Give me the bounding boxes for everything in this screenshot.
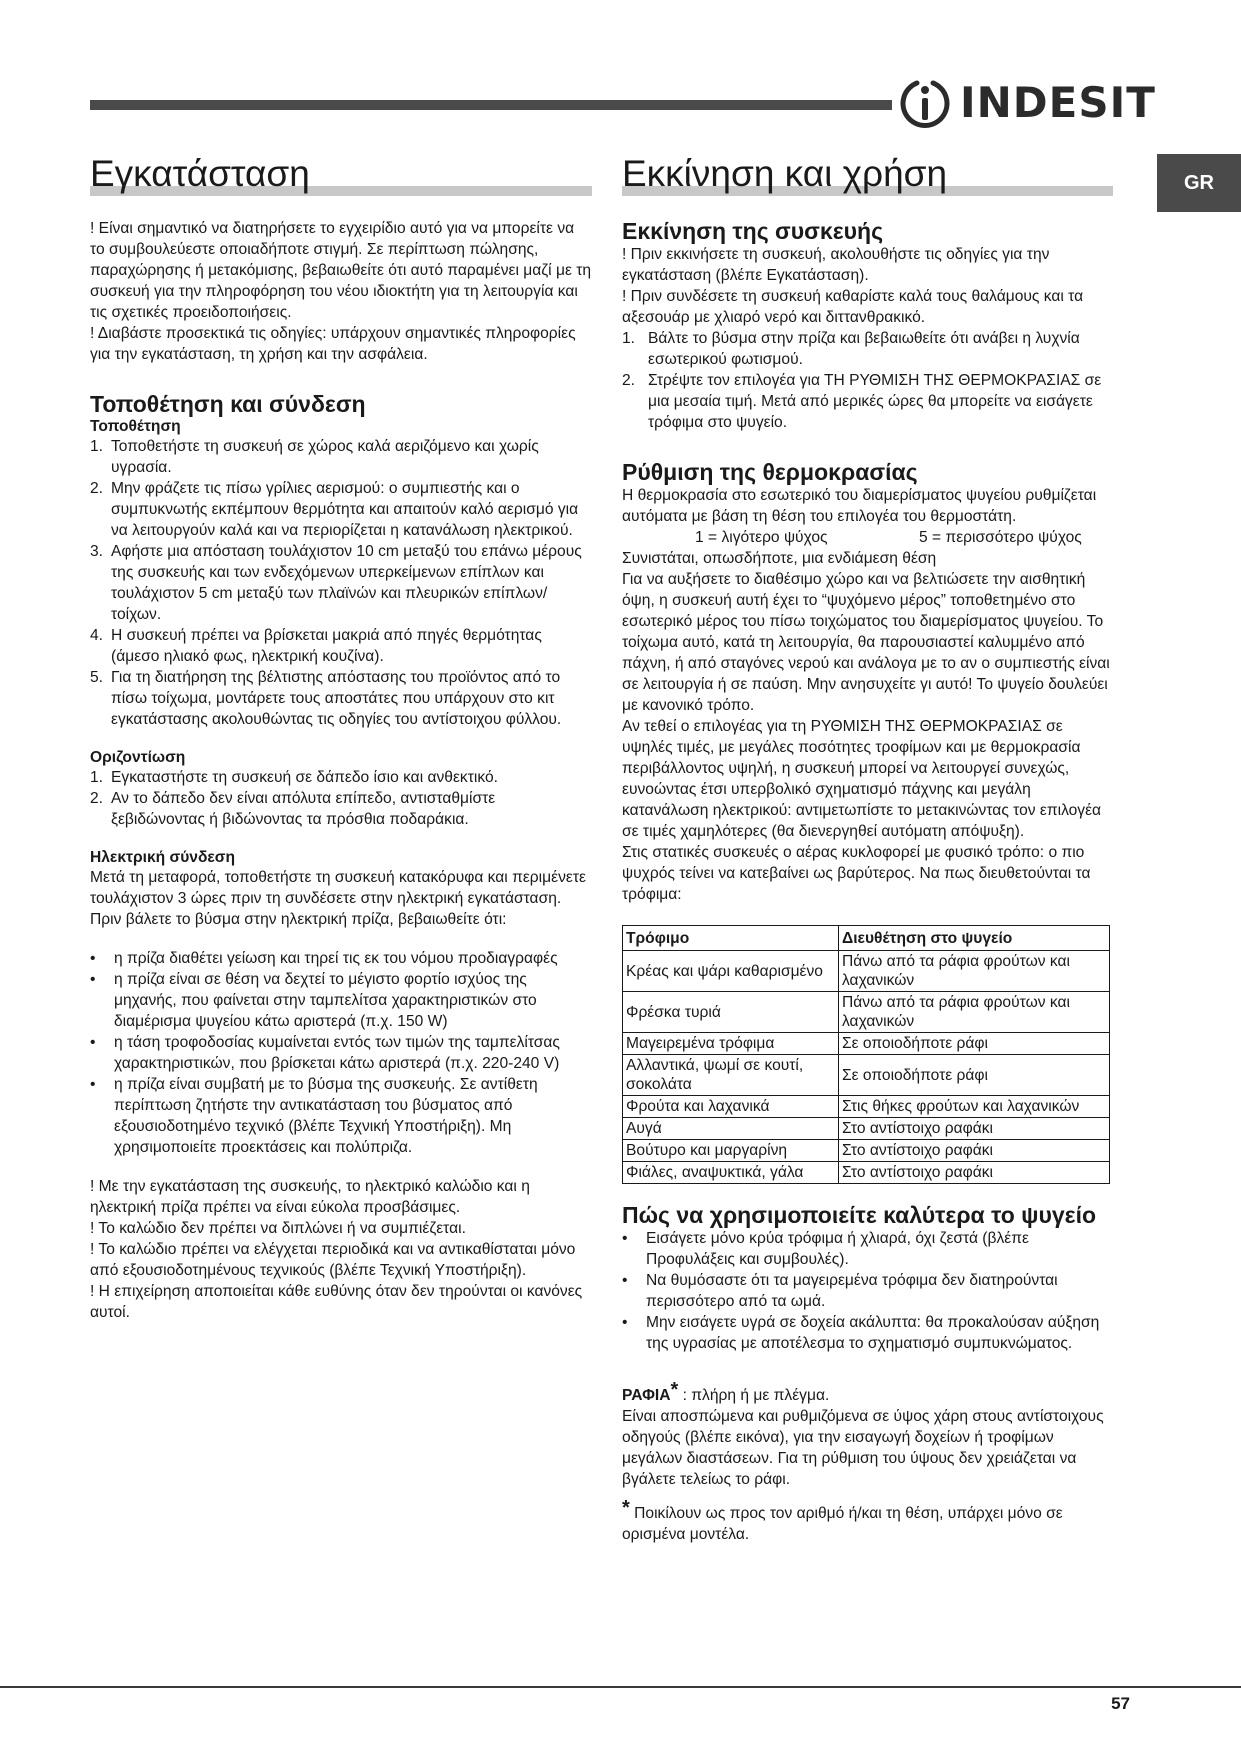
list-item: • η πρίζα διαθέτει γείωση και τηρεί τις εκ του νόμου προδιαγραφές — [90, 950, 558, 967]
table-row — [623, 1096, 1110, 1118]
list-item: 1. Βάλτε το βύσμα στην πρίζα και βεβαιωθείτε ότι ανάβει η λυχνία εσωτερικού φωτισμού. — [622, 330, 1080, 368]
table-cell: Αλλαντικά, ψωμί σε κουτί, σοκολάτα — [623, 1055, 839, 1096]
intro-paragraph: ! Διαβάστε προσεκτικά τις οδηγίες: υπάρχουν σημαντικές πληροφορίες για την εγκατάσταση, τη χρήση και την ασφάλεια. — [90, 325, 576, 363]
table-row — [623, 1140, 1110, 1162]
shelves-label-line — [622, 1380, 1113, 1406]
list-item: • η πρίζα είναι σε θέση να δεχτεί το μέγιστο φορτίο ισχύος της μηχανής, που φαίνεται στην ταμπελίτσα χαρακτηριστικών στο διαμέρισμα ψυγείου κάτω αριστερά (π.χ. 150 W) — [90, 971, 537, 1030]
intro-paragraph: ! Είναι σημαντικό να διατηρήσετε το εγχειρίδιο αυτό για να μπορείτε να το συμβουλεύεστε οποιαδήποτε στιγμή. Σε περίπτωση πώλησης, παραχώρησης ή μετακόμισης, βεβαιωθείτε ότι αυτό παραμένει μαζί με τη συσκευή για την πληροφόρηση του νέου ιδιοκτήτη για τη λειτουργία και τις σχετικές προειδοποιήσεις. — [90, 220, 592, 321]
table-cell: Στο αντίστοιχο ραφάκι — [839, 1140, 1110, 1162]
list-item: 1. Τοποθετήστε τη συσκευή σε χώρος καλά αεριζόμενο και χωρίς υγρασία. — [90, 438, 539, 476]
list-item: 3. Αφήστε μια απόσταση τουλάχιστον 10 cm μεταξύ του επάνω μέρους της συσκευής και των ενδεχόμενων υπερκείμενων επίπλων και τουλάχιστον 5 cm μεταξύ των πλαϊνών και πλευρικών επίπλων/τοίχων. — [90, 543, 582, 623]
table-cell: Σε οποιοδήποτε ράφι — [839, 1055, 1110, 1096]
shelves-label: ΡΑΦΙΑ — [622, 1387, 671, 1404]
temperature-paragraph: Για να αυξήσετε το διαθέσιμο χώρο και να βελτιώσετε την αισθητική όψη, η συσκευή αυτή έχει το “ψυχόμενο μέρος” τοποθετημένο στο εσωτερικό μέρος του πίσω τοιχώματος του διαμερίσματος ψυγείου. Το τοίχωμα αυτό, κατά τη λειτουργία, θα παρουσιαστεί καλυμμένο από πάχνη, ή από σταγόνες νερού και ανάλογα με το αν ο συμπιεστής είναι σε λειτουργία ή σε παύση. Μην ανησυχείτε γι αυτό! Το ψυγείο δουλεύει με κανονικό τρόπο. — [622, 571, 1110, 714]
table-cell: Αυγά — [623, 1118, 839, 1140]
warning-note: ! Με την εγκατάσταση της συσκευής, το ηλεκτρικό καλώδιο και η ηλεκτρική πρίζα πρέπει να είναι εύκολα προσβάσιμες. — [90, 1178, 530, 1216]
table-cell: Μαγειρεμένα τρόφιμα — [623, 1033, 839, 1055]
table-cell: Κρέας και ψάρι καθαρισμένο — [623, 951, 839, 992]
table-row — [623, 951, 1110, 992]
shelves-paragraph: Είναι αποσπώμενα και ρυθμιζόμενα σε ύψος χάρη στους αντίστοιχους οδηγούς (βλέπε εικόνα), για την εισαγωγή δοχείων ή τροφίμων μεγάλων διαστάσεων. Για τη ρύθμιση του ύψους δεν χρειάζεται να βγάλετε τελείως το ράφι. — [622, 1408, 1104, 1488]
placement-subheading: Τοποθέτηση — [90, 418, 181, 435]
table-cell: Πάνω από τα ράφια φρούτων και λαχανικών — [839, 951, 1110, 992]
temperature-paragraph: Συνιστάται, οπωσδήποτε, μια ενδιάμεση θέση — [622, 550, 937, 567]
table-cell: Φιάλες, αναψυκτικά, γάλα — [623, 1162, 839, 1184]
list-item: • Να θυμόσαστε ότι τα μαγειρεμένα τρόφιμα δεν διατηρούνται περισσότερο από τα ωμά. — [622, 1272, 1058, 1310]
best-use-list — [622, 1228, 1113, 1354]
list-item: 1. Εγκαταστήστε τη συσκευή σε δάπεδο ίσιο και ανθεκτικό. — [90, 769, 498, 786]
table-cell: Σε οποιοδήποτε ράφι — [839, 1033, 1110, 1055]
thermostat-scale — [622, 527, 1113, 548]
food-placement-table — [622, 925, 1110, 1184]
table-cell: Στο αντίστοιχο ραφάκι — [839, 1162, 1110, 1184]
list-item: • η πρίζα είναι συμβατή με το βύσμα της συσκευής. Σε αντίθετη περίπτωση ζητήστε την αντικατάσταση του βύσματος από εξουσιοδοτημένο τεχνικό (βλέπε Τεχνική Υποστήριξη). Μη χρησιμοποιείτε προεκτάσεις και πολύπριζα. — [90, 1076, 538, 1156]
warning-note: ! Το καλώδιο δεν πρέπει να διπλώνει ή να συμπιέζεται. — [90, 1220, 466, 1237]
placement-heading: Τοποθέτηση και σύνδεση — [90, 391, 366, 417]
temperature-paragraph: Η θερμοκρασία στο εσωτερικό του διαμερίσματος ψυγείου ρυθμίζεται αυτόματα με βάση τη θέση του επιλογέα του θερμοστάτη. — [622, 487, 1097, 525]
shelves-label-rest: : πλήρη ή με πλέγμα. — [678, 1387, 830, 1404]
leveling-list — [90, 767, 592, 830]
scale-low: 1 = λιγότερο ψύχος — [695, 529, 828, 546]
language-tab: GR — [1157, 154, 1241, 212]
temperature-heading: Ρύθμιση της θερμοκρασίας — [622, 459, 918, 485]
footer-rule — [0, 1686, 1241, 1688]
asterisk: * — [622, 1497, 630, 1519]
footnote-text: Ποικίλουν ως προς τον αριθμό ή/και τη θέση, υπάρχει μόνο σε ορισμένα μοντέλα. — [622, 1505, 1063, 1543]
table-cell: Βούτυρο και μαργαρίνη — [623, 1140, 839, 1162]
best-use-heading: Πώς να χρησιμοποιείτε καλύτερα το ψυγείο — [622, 1202, 1097, 1228]
table-row — [623, 1033, 1110, 1055]
list-item: 2. Μην φράζετε τις πίσω γρίλιες αερισμού: ο συμπιεστής και ο συμπυκνωτής εκπέμπουν θερμότητα και απαιτούν καλό αερισμό για να λειτουργούν καλά και να περιορίζεται η κατανάλωση ηλεκτρικού. — [90, 480, 579, 539]
temperature-paragraph: Στις στατικές συσκευές ο αέρας κυκλοφορεί με φυσικό τρόπο: ο πιο ψυχρός τείνει να κατεβαίνει ως βαρύτερος. Να πως διευθετούνται τα τρόφιμα: — [622, 844, 1091, 903]
startup-note: ! Πριν συνδέσετε τη συσκευή καθαρίστε καλά τους θαλάμους και τα αξεσουάρ με χλιαρό νερό και διττανθρακικό. — [622, 288, 1084, 326]
temperature-paragraph: Αν τεθεί ο επιλογέας για τη ΡΥΘΜΙΣΗ ΤΗΣ ΘΕΡΜΟΚΡΑΣΙΑΣ σε υψηλές τιμές, με μεγάλες ποσότητες τροφίμων και με θερμοκρασία περιβάλλοντος υψηλή, η συσκευή μπορεί να λειτουργεί συνεχώς, ευνοώντας έτσι υπερβολικό σχηματισμό πάχνης και μεγάλη κατανάλωση ηλεκτρικού: αντιμετωπίστε το μετακινώντας τον επιλογέα σε τιμές χαμηλότερες (θα διενεργηθεί αυτόματη απόψυξη). — [622, 718, 1102, 840]
list-item: • η τάση τροφοδοσίας κυμαίνεται εντός των τιμών της ταμπελίτσας χαρακτηριστικών, που βρίσκεται κάτω αριστερά (π.χ. 220-240 V) — [90, 1034, 560, 1072]
list-item: 2. Στρέψτε τον επιλογέα για ΤΗ ΡΥΘΜΙΣΗ ΤΗΣ ΘΕΡΜΟΚΡΑΣΙΑΣ σε μια μεσαία τιμή. Μετά από μερικές ώρες θα μπορείτε να εισάγετε τρόφιμα στο ψυγείο. — [622, 372, 1102, 431]
electrical-subheading: Ηλεκτρική σύνδεση — [90, 849, 235, 866]
list-item: 2. Αν το δάπεδο δεν είναι απόλυτα επίπεδο, αντισταθμίστε ξεβιδώνοντας ή βιδώνοντας τα πρόσθια ποδαράκια. — [90, 790, 496, 828]
page-number: 57 — [1111, 1694, 1130, 1713]
startup-use-title: Εκκίνηση και χρήση — [622, 153, 948, 194]
table-cell: Πάνω από τα ράφια φρούτων και λαχανικών — [839, 992, 1110, 1033]
footnote — [622, 1498, 1113, 1545]
table-cell: Στο αντίστοιχο ραφάκι — [839, 1118, 1110, 1140]
warning-note: ! Το καλώδιο πρέπει να ελέγχεται περιοδικά και να αντικαθίσταται μόνο από εξουσιοδοτημένους τεχνικούς (βλέπε Τεχνική Υποστήριξη). — [90, 1241, 576, 1279]
startup-heading: Εκκίνηση της συσκευής — [622, 218, 884, 244]
table-row — [623, 992, 1110, 1033]
warning-note: ! Η επιχείρηση αποποιείται κάθε ευθύνης όταν δεν τηρούνται οι κανόνες αυτοί. — [90, 1283, 583, 1321]
placement-list — [90, 436, 592, 730]
left-column — [90, 152, 592, 1323]
table-header-row — [623, 926, 1110, 951]
table-row — [623, 1162, 1110, 1184]
table-cell: Στις θήκες φρούτων και λαχανικών — [839, 1096, 1110, 1118]
list-item: • Μην εισάγετε υγρά σε δοχεία ακάλυπτα: θα προκαλούσαν αύξηση της υγρασίας με αποτέλεσμα το σχηματισμό συμπυκνώματος. — [622, 1314, 1100, 1352]
asterisk: * — [670, 1379, 679, 1401]
indesit-mark-icon — [898, 75, 952, 129]
table-row — [623, 1055, 1110, 1096]
electrical-paragraph: Μετά τη μεταφορά, τοποθετήστε τη συσκευή κατακόρυφα και περιμένετε τουλάχιστον 3 ώρες πριν τη συνδέσετε στην ηλεκτρική εγκατάσταση. Πριν βάλετε το βύσμα στην ηλεκτρική πρίζα, βεβαιωθείτε ότι: — [90, 869, 586, 928]
table-cell: Φρέσκα τυριά — [623, 992, 839, 1033]
startup-list — [622, 328, 1113, 433]
electrical-checklist — [90, 948, 592, 1158]
list-item: 5. Για τη διατήρηση της βέλτιστης απόστασης του προϊόντος από το πίσω τοίχωμα, μοντάρετε τους αποστάτες που υπάρχουν στο κιτ εγκατάστασης ακολουθώντας τις οδηγίες του αντίστοιχου φύλλου. — [90, 669, 562, 728]
right-column — [622, 152, 1113, 1545]
leveling-subheading: Οριζοντίωση — [90, 749, 186, 766]
startup-note: ! Πριν εκκινήσετε τη συσκευή, ακολουθήστε τις οδηγίες για την εγκατάσταση (βλέπε Εγκατάσταση). — [622, 246, 1050, 284]
brand-logo — [898, 72, 1156, 132]
scale-high: 5 = περισσότερο ψύχος — [919, 529, 1082, 546]
column-header: Διευθέτηση στο ψυγείο — [839, 926, 1110, 951]
table-row — [623, 1118, 1110, 1140]
table-cell: Φρούτα και λαχανικά — [623, 1096, 839, 1118]
list-item: 4. Η συσκευή πρέπει να βρίσκεται μακριά από πηγές θερμότητας (άμεσο ηλιακό φως, ηλεκτρική κουζίνα). — [90, 627, 542, 665]
list-item: • Εισάγετε μόνο κρύα τρόφιμα ή χλιαρά, όχι ζεστά (βλέπε Προφυλάξεις και συμβουλές). — [622, 1230, 1029, 1268]
header-bar — [90, 100, 892, 110]
installation-title: Εγκατάσταση — [90, 153, 310, 194]
brand-name: INDESIT — [960, 77, 1156, 127]
column-header: Τρόφιμο — [623, 926, 839, 951]
